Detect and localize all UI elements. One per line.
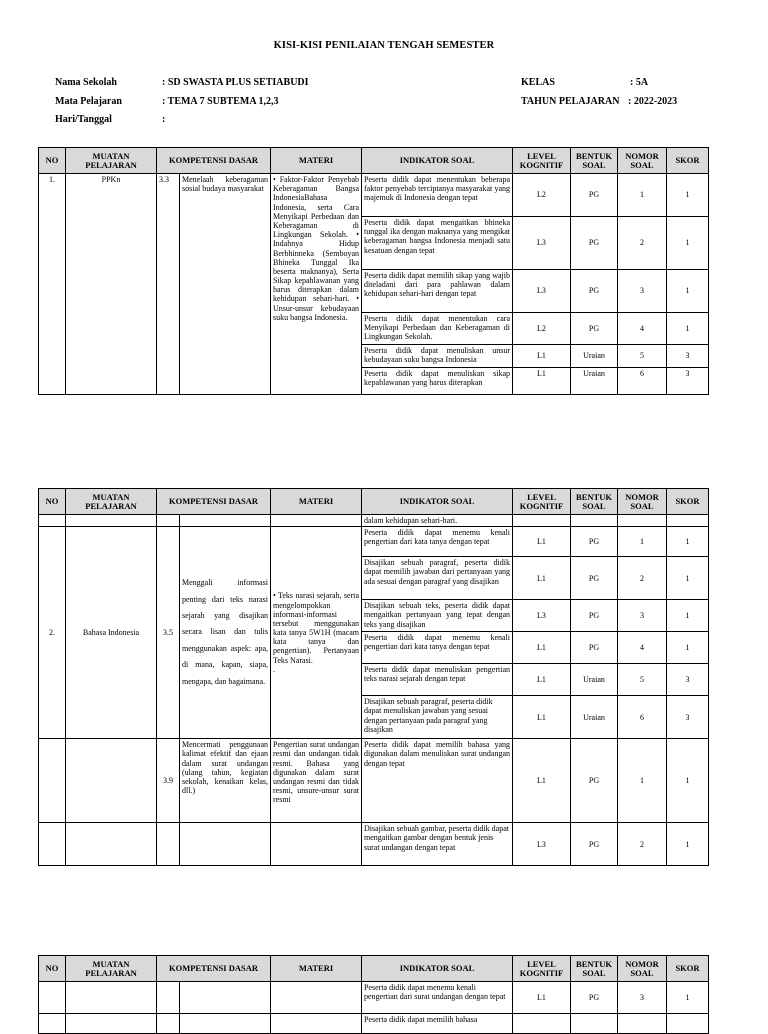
nomor-soal: 4 xyxy=(618,632,667,664)
indikator-soal: Peserta didik dapat menuliskan pengertian teks narasi sejarah dengan tepat xyxy=(362,664,513,696)
header-materi: MATERI xyxy=(271,489,362,515)
kd-text: Mencermati penggunaan kalimat efektif dan ejaan dalam surat undangan (ulang tahun, kegiatan sekolah, kenaikan kelas, dll.) xyxy=(180,739,271,823)
header-bentuk: BENTUK SOAL xyxy=(571,956,618,982)
header-bentuk: BENTUK SOAL xyxy=(571,489,618,515)
header-nomor: NOMOR SOAL xyxy=(618,489,667,515)
kelas-value: : 5A xyxy=(630,77,649,88)
nomor-soal: 2 xyxy=(618,557,667,600)
header-bentuk: BENTUK SOAL xyxy=(571,148,618,174)
bentuk-soal: PG xyxy=(571,313,618,345)
indikator-soal: Peserta didik dapat menemu kenali pengertian dari kata tanya dengan tepat xyxy=(362,632,513,664)
skor: 3 xyxy=(667,368,709,395)
skor: 1 xyxy=(667,557,709,600)
header-kompetensi: KOMPETENSI DASAR xyxy=(157,956,271,982)
kd-number: 3.3 xyxy=(157,174,180,395)
level-kognitif: L3 xyxy=(513,217,571,270)
header-muatan: MUATAN PELAJARAN xyxy=(66,148,157,174)
materi-text: • Faktor-Faktor Penyebab Keberagaman Bangsa IndonesiaBahasa Indonesia, serta Cara Menyikapi Perbedaan dan Keberagaman di Lingkungan Sekolah. • Indahnya Hidup Berbhinneka (Semboyan Bhineka Tunggal Ika beserta maknanya), Serta Sikap kepahlawanan yang harus diterapkan dalam kehidupan sehari-hari. • Unsur-unsur kebudayaan suku bangsa Indonesia. xyxy=(271,174,362,395)
muatan-pelajaran: PPKn xyxy=(66,174,157,395)
nomor-soal: 2 xyxy=(618,823,667,866)
indikator-soal: Disajikan sebuah paragraf, peserta didik dapat memilih jawaban dari pertanyaan yang ada sesuai dengan paragraf yang disajikan xyxy=(362,557,513,600)
kd-number: 3.5 xyxy=(157,527,180,739)
skor: 3 xyxy=(667,345,709,368)
header-muatan: MUATAN PELAJARAN xyxy=(66,956,157,982)
bentuk-soal: PG xyxy=(571,823,618,866)
skor: 3 xyxy=(667,696,709,739)
skor: 1 xyxy=(667,823,709,866)
level-kognitif: L1 xyxy=(513,739,571,823)
skor: 1 xyxy=(667,982,709,1014)
header-no: NO xyxy=(39,956,66,982)
level-kognitif: L3 xyxy=(513,823,571,866)
bentuk-soal: PG xyxy=(571,527,618,557)
hari-tanggal-value: : xyxy=(162,114,166,125)
header-nomor: NOMOR SOAL xyxy=(618,956,667,982)
bentuk-soal: PG xyxy=(571,270,618,313)
kd-text: Menggali informasi penting dari teks narasi sejarah yang disajikan secara lisan dan tulis menggunakan aspek: apa, di mana, kapan, siapa, mengapa, dan bagaimana. xyxy=(180,527,271,739)
nomor-soal: 1 xyxy=(618,739,667,823)
indikator-soal: Peserta didik dapat menentukan beberapa faktor penyebab terciptanya masyarakat yang majemuk di Indonesia dengan tepat xyxy=(362,174,513,217)
skor: 1 xyxy=(667,174,709,217)
level-kognitif: L2 xyxy=(513,313,571,345)
bentuk-soal: Uraian xyxy=(571,368,618,395)
skor: 1 xyxy=(667,739,709,823)
indikator-soal: Peserta didik dapat memilih bahasa yang digunakan dalam menuliskan surat undangan dengan tepat xyxy=(362,739,513,823)
skor: 3 xyxy=(667,664,709,696)
indikator-soal: Peserta didik dapat mengaitkan bhineka tunggal ika dengan maknanya yang mengikat keberagaman bangsa Indonesia menjadi satu kesatuan dengan tepat xyxy=(362,217,513,270)
level-kognitif: L2 xyxy=(513,174,571,217)
indikator-soal: Peserta didik dapat menemu kenali pengertian dari surat undangan dengan tepat xyxy=(362,982,513,1014)
skor: 1 xyxy=(667,217,709,270)
indikator-continuation: dalam kehidupan sehari-hari. xyxy=(362,515,513,527)
header-kompetensi: KOMPETENSI DASAR xyxy=(157,148,271,174)
nomor-soal: 1 xyxy=(618,174,667,217)
kd-text: Menelaah keberagaman sosial budaya masyarakat xyxy=(180,174,271,395)
header-indikator: INDIKATOR SOAL xyxy=(362,489,513,515)
level-kognitif: L1 xyxy=(513,982,571,1014)
mata-pelajaran-value: : TEMA 7 SUBTEMA 1,2,3 xyxy=(162,96,279,107)
indikator-soal: Disajikan sebuah teks, peserta didik dapat mengaitkan pertanyaan yang tepat dengan teks yang disajikan xyxy=(362,600,513,632)
level-kognitif: L1 xyxy=(513,557,571,600)
header-level: LEVEL KOGNITIF xyxy=(513,148,571,174)
nomor-soal: 2 xyxy=(618,217,667,270)
level-kognitif: L3 xyxy=(513,270,571,313)
level-kognitif: L3 xyxy=(513,600,571,632)
level-kognitif: L1 xyxy=(513,527,571,557)
skor: 1 xyxy=(667,313,709,345)
level-kognitif: L1 xyxy=(513,368,571,395)
kisi-table-page-1 xyxy=(38,147,709,395)
skor: 1 xyxy=(667,600,709,632)
indikator-soal: Peserta didik dapat menentukan cara Menyikapi Perbedaan dan Keberagaman di Lingkungan Sekolah. xyxy=(362,313,513,345)
kd-number: 3.9 xyxy=(157,739,180,823)
bentuk-soal: PG xyxy=(571,982,618,1014)
level-kognitif: L1 xyxy=(513,664,571,696)
materi-trailing-dot: . xyxy=(273,664,275,674)
skor: 1 xyxy=(667,632,709,664)
document-title: KISI-KISI PENILAIAN TENGAH SEMESTER xyxy=(273,40,495,51)
hari-tanggal-label: Hari/Tanggal xyxy=(55,114,112,125)
header-skor: SKOR xyxy=(667,148,709,174)
indikator-soal: Peserta didik dapat memilih sikap yang wajib diteladani dari para pahlawan dalam kehidupan sehari-hari dengan tepat xyxy=(362,270,513,313)
header-skor: SKOR xyxy=(667,489,709,515)
bentuk-soal: Uraian xyxy=(571,664,618,696)
indikator-soal: Peserta didik dapat menuliskan sikap kepahlawanan yang harus diterapkan xyxy=(362,368,513,395)
indikator-soal: Disajikan sebuah paragraf, peserta didik dapat menuliskan jawaban yang sesuai dengan pertanyaan pada paragraf yang disajikan xyxy=(362,696,513,739)
header-skor: SKOR xyxy=(667,956,709,982)
level-kognitif: L1 xyxy=(513,696,571,739)
nomor-soal: 4 xyxy=(618,313,667,345)
row-no: 2. xyxy=(39,527,66,739)
muatan-pelajaran: Bahasa Indonesia xyxy=(66,527,157,739)
kisi-table-page-3 xyxy=(38,955,709,1034)
kisi-table-page-2 xyxy=(38,488,709,866)
nomor-soal: 3 xyxy=(618,600,667,632)
nomor-soal: 5 xyxy=(618,345,667,368)
nomor-soal: 3 xyxy=(618,982,667,1014)
header-indikator: INDIKATOR SOAL xyxy=(362,956,513,982)
mata-pelajaran-label: Mata Pelajaran xyxy=(55,96,122,107)
bentuk-soal: PG xyxy=(571,632,618,664)
header-indikator: INDIKATOR SOAL xyxy=(362,148,513,174)
bentuk-soal: PG xyxy=(571,217,618,270)
nomor-soal: 6 xyxy=(618,368,667,395)
nomor-soal: 3 xyxy=(618,270,667,313)
header-kompetensi: KOMPETENSI DASAR xyxy=(157,489,271,515)
level-kognitif: L1 xyxy=(513,632,571,664)
header-materi: MATERI xyxy=(271,148,362,174)
tahun-pelajaran-label: TAHUN PELAJARAN xyxy=(521,96,620,107)
nomor-soal: 1 xyxy=(618,527,667,557)
bentuk-soal: Uraian xyxy=(571,696,618,739)
materi-cell xyxy=(271,527,362,739)
skor: 1 xyxy=(667,527,709,557)
bentuk-soal: PG xyxy=(571,739,618,823)
materi-text: • Teks narasi sejarah, serta mengelompokkan informasi-informasi tersebut menggunakan kata tanya 5W1H (macam kata tanya dan pengertian). Pertanyaan Teks Narasi. xyxy=(273,591,359,665)
indikator-soal: Peserta didik dapat menemu kenali pengertian dari kata tanya dengan tepat xyxy=(362,527,513,557)
header-materi: MATERI xyxy=(271,956,362,982)
bentuk-soal: PG xyxy=(571,557,618,600)
header-no: NO xyxy=(39,148,66,174)
nomor-soal: 5 xyxy=(618,664,667,696)
header-level: LEVEL KOGNITIF xyxy=(513,956,571,982)
level-kognitif: L1 xyxy=(513,345,571,368)
indikator-soal: Disajikan sebuah gambar, peserta didik dapat mengaitkan gambar dengan bentuk jenis surat undangan dengan tepat xyxy=(362,823,513,866)
nama-sekolah-label: Nama Sekolah xyxy=(55,77,117,88)
indikator-soal: Peserta didik dapat menuliskan unsur kebudayaan suku bangsa Indonesia xyxy=(362,345,513,368)
bentuk-soal: PG xyxy=(571,174,618,217)
header-no: NO xyxy=(39,489,66,515)
bentuk-soal: Uraian xyxy=(571,345,618,368)
skor: 1 xyxy=(667,270,709,313)
bentuk-soal: PG xyxy=(571,600,618,632)
kelas-label: KELAS xyxy=(521,77,555,88)
header-nomor: NOMOR SOAL xyxy=(618,148,667,174)
materi-text: Pengertian surat undangan resmi dan undangan tidak resmi. Bahasa yang digunakan dalam surat undangan resmi dan tidak resmi, unsure-unsur surat resmi xyxy=(271,739,362,823)
nama-sekolah-value: : SD SWASTA PLUS SETIABUDI xyxy=(162,77,309,88)
tahun-pelajaran-value: : 2022-2023 xyxy=(628,96,678,107)
nomor-soal: 6 xyxy=(618,696,667,739)
row-no: 1. xyxy=(39,174,66,395)
header-muatan: MUATAN PELAJARAN xyxy=(66,489,157,515)
indikator-soal: Peserta didik dapat memilih bahasa xyxy=(362,1014,513,1034)
header-level: LEVEL KOGNITIF xyxy=(513,489,571,515)
